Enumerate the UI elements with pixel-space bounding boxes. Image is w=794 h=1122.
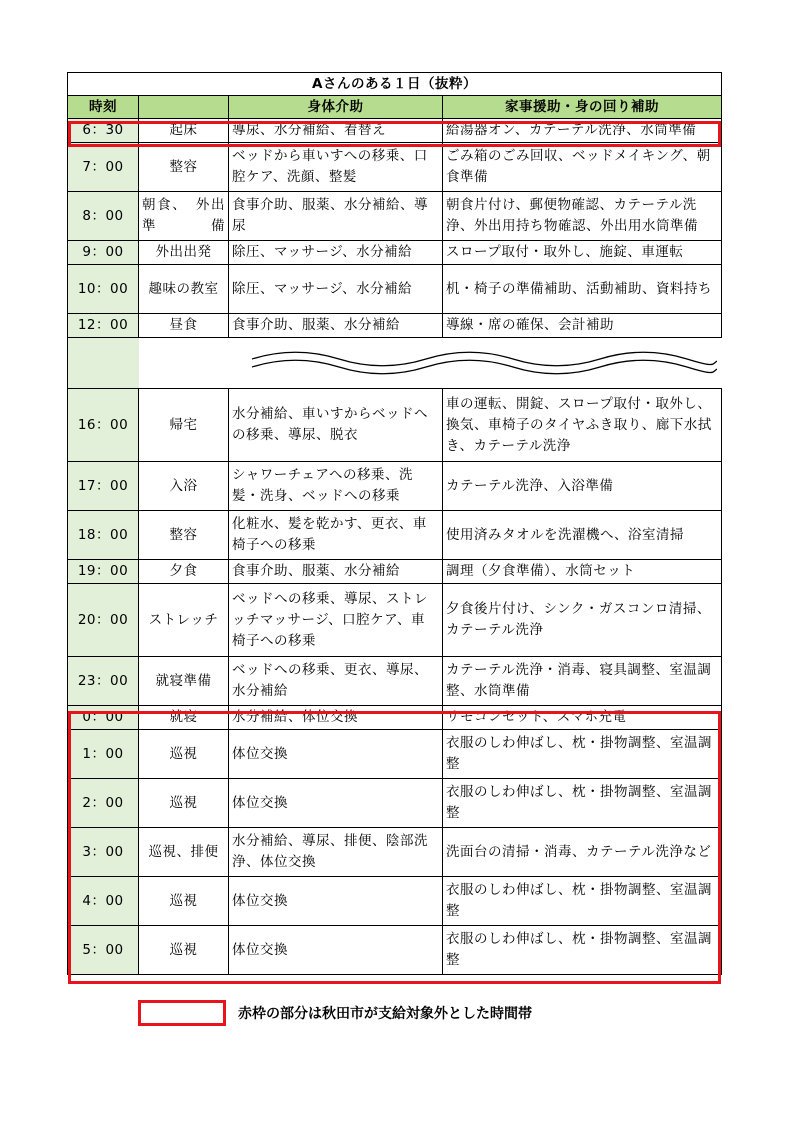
body-care-cell: 除圧、マッサージ、水分補給 xyxy=(229,265,443,314)
schedule-table-top xyxy=(67,72,722,338)
table-row xyxy=(68,143,722,192)
time-cell: 4：00 xyxy=(68,877,139,926)
gap-time-column xyxy=(67,338,139,388)
housework-cell: 衣服のしわ伸ばし、枕・掛物調整、室温調整 xyxy=(443,877,722,926)
housework-cell: 朝食片付け、郵便物確認、カテーテル洗浄、外出用持ち物確認、外出用水筒準備 xyxy=(443,192,722,241)
activity-cell: 就寝準備 xyxy=(139,657,229,706)
body-care-cell: 体位交換 xyxy=(229,877,443,926)
body-care-cell: ベッドへの移乗、導尿、ストレッチマッサージ、口腔ケア、車椅子への移乗 xyxy=(229,584,443,657)
table-row xyxy=(68,584,722,657)
time-cell: 18：00 xyxy=(68,511,139,560)
omission-wave-icon xyxy=(252,350,717,378)
table-row xyxy=(68,192,722,241)
time-cell: 3：00 xyxy=(68,828,139,877)
housework-cell: 衣服のしわ伸ばし、枕・掛物調整、室温調整 xyxy=(443,926,722,975)
time-cell: 19：00 xyxy=(68,560,139,584)
body-care-cell: 水分補給、車いすからベッドへの移乗、導尿、脱衣 xyxy=(229,389,443,462)
housework-cell: 車の運転、開錠、スロープ取付・取外し、換気、車椅子のタイヤふき取り、廊下水拭き、カテーテル洗浄 xyxy=(443,389,722,462)
activity-cell: 整容 xyxy=(139,511,229,560)
legend-red-frame xyxy=(138,1000,226,1026)
activity-cell: 夕食 xyxy=(139,560,229,584)
housework-cell: 給湯器オン、カテーテル洗浄、水筒準備 xyxy=(443,119,722,143)
table-row xyxy=(68,314,722,338)
time-cell: 23：00 xyxy=(68,657,139,706)
table-row xyxy=(68,265,722,314)
body-care-cell: 水分補給、導尿、排便、陰部洗浄、体位交換 xyxy=(229,828,443,877)
time-cell: 2：00 xyxy=(68,779,139,828)
housework-cell: カテーテル洗浄・消毒、寝具調整、室温調整、水筒準備 xyxy=(443,657,722,706)
activity-cell: 巡視 xyxy=(139,779,229,828)
body-care-cell: 体位交換 xyxy=(229,779,443,828)
housework-cell: 衣服のしわ伸ばし、枕・掛物調整、室温調整 xyxy=(443,730,722,779)
header-time: 時刻 xyxy=(68,96,139,119)
activity-cell: 入浴 xyxy=(139,462,229,511)
table-row xyxy=(68,560,722,584)
time-cell: 17：00 xyxy=(68,462,139,511)
body-care-cell: 食事介助、服薬、水分補給 xyxy=(229,560,443,584)
table-row xyxy=(68,511,722,560)
body-care-cell: 食事介助、服薬、水分補給 xyxy=(229,314,443,338)
body-care-cell: 水分補給、体位交換 xyxy=(229,706,443,730)
body-care-cell: ベッドから車いすへの移乗、口腔ケア、洗顔、整髪 xyxy=(229,143,443,192)
housework-cell: 使用済みタオルを洗濯機へ、浴室清掃 xyxy=(443,511,722,560)
activity-cell: 趣味の教室 xyxy=(139,265,229,314)
housework-cell: リモコンセット、スマホ充電 xyxy=(443,706,722,730)
body-care-cell: 食事介助、服薬、水分補給、導尿 xyxy=(229,192,443,241)
activity-cell: 昼食 xyxy=(139,314,229,338)
activity-cell: 外出出発 xyxy=(139,241,229,265)
body-care-cell: 体位交換 xyxy=(229,730,443,779)
header-housework: 家事援助・身の回り補助 xyxy=(443,96,722,119)
activity-cell: 巡視 xyxy=(139,926,229,975)
housework-cell: スロープ取付・取外し、施錠、車運転 xyxy=(443,241,722,265)
activity-cell: 朝食、 外出準備 xyxy=(139,192,229,241)
activity-cell: 起床 xyxy=(139,119,229,143)
body-care-cell: 化粧水、髪を乾かす、更衣、車椅子への移乗 xyxy=(229,511,443,560)
time-cell: 20：00 xyxy=(68,584,139,657)
housework-cell: カテーテル洗浄、入浴準備 xyxy=(443,462,722,511)
time-cell: 10：00 xyxy=(68,265,139,314)
omission-gap xyxy=(67,338,721,388)
table-title: Aさんのある１日（抜粋） xyxy=(68,73,722,96)
body-care-cell: シャワーチェアへの移乗、洗髪・洗身、ベッドへの移乗 xyxy=(229,462,443,511)
time-cell: 6：30 xyxy=(68,119,139,143)
body-care-cell: 導尿、水分補給、着替え xyxy=(229,119,443,143)
time-cell: 1：00 xyxy=(68,730,139,779)
housework-cell: 調理（夕食準備）、水筒セット xyxy=(443,560,722,584)
time-cell: 5：00 xyxy=(68,926,139,975)
body-care-cell: 除圧、マッサージ、水分補給 xyxy=(229,241,443,265)
header-activity xyxy=(139,96,229,119)
activity-cell: 巡視、排便 xyxy=(139,828,229,877)
activity-cell: ストレッチ xyxy=(139,584,229,657)
activity-cell: 巡視 xyxy=(139,877,229,926)
body-care-cell: 体位交換 xyxy=(229,926,443,975)
activity-cell: 巡視 xyxy=(139,730,229,779)
time-cell: 0：00 xyxy=(68,706,139,730)
housework-cell: 衣服のしわ伸ばし、枕・掛物調整、室温調整 xyxy=(443,779,722,828)
legend-text: 赤枠の部分は秋田市が支給対象外とした時間帯 xyxy=(238,1006,532,1022)
housework-cell: 夕食後片付け、シンク・ガスコンロ清掃、カテーテル洗浄 xyxy=(443,584,722,657)
activity-cell: 整容 xyxy=(139,143,229,192)
time-cell: 7：00 xyxy=(68,143,139,192)
time-cell: 8：00 xyxy=(68,192,139,241)
time-cell: 12：00 xyxy=(68,314,139,338)
housework-cell: 机・椅子の準備補助、活動補助、資料持ち xyxy=(443,265,722,314)
activity-cell: 就寝 xyxy=(139,706,229,730)
header-body-care: 身体介助 xyxy=(229,96,443,119)
time-cell: 9：00 xyxy=(68,241,139,265)
highlight-frame-night xyxy=(68,711,721,984)
housework-cell: 洗面台の清掃・消毒、カテーテル洗浄など xyxy=(443,828,722,877)
housework-cell: ごみ箱のごみ回収、ベッドメイキング、朝食準備 xyxy=(443,143,722,192)
header-row xyxy=(68,96,722,119)
table-row xyxy=(68,462,722,511)
activity-cell: 帰宅 xyxy=(139,389,229,462)
table-row xyxy=(68,389,722,462)
time-cell: 16：00 xyxy=(68,389,139,462)
table-row xyxy=(68,657,722,706)
highlight-frame-morning xyxy=(68,121,721,147)
legend xyxy=(138,1000,532,1026)
table-row xyxy=(68,241,722,265)
body-care-cell: ベッドへの移乗、更衣、導尿、水分補給 xyxy=(229,657,443,706)
housework-cell: 導線・席の確保、会計補助 xyxy=(443,314,722,338)
